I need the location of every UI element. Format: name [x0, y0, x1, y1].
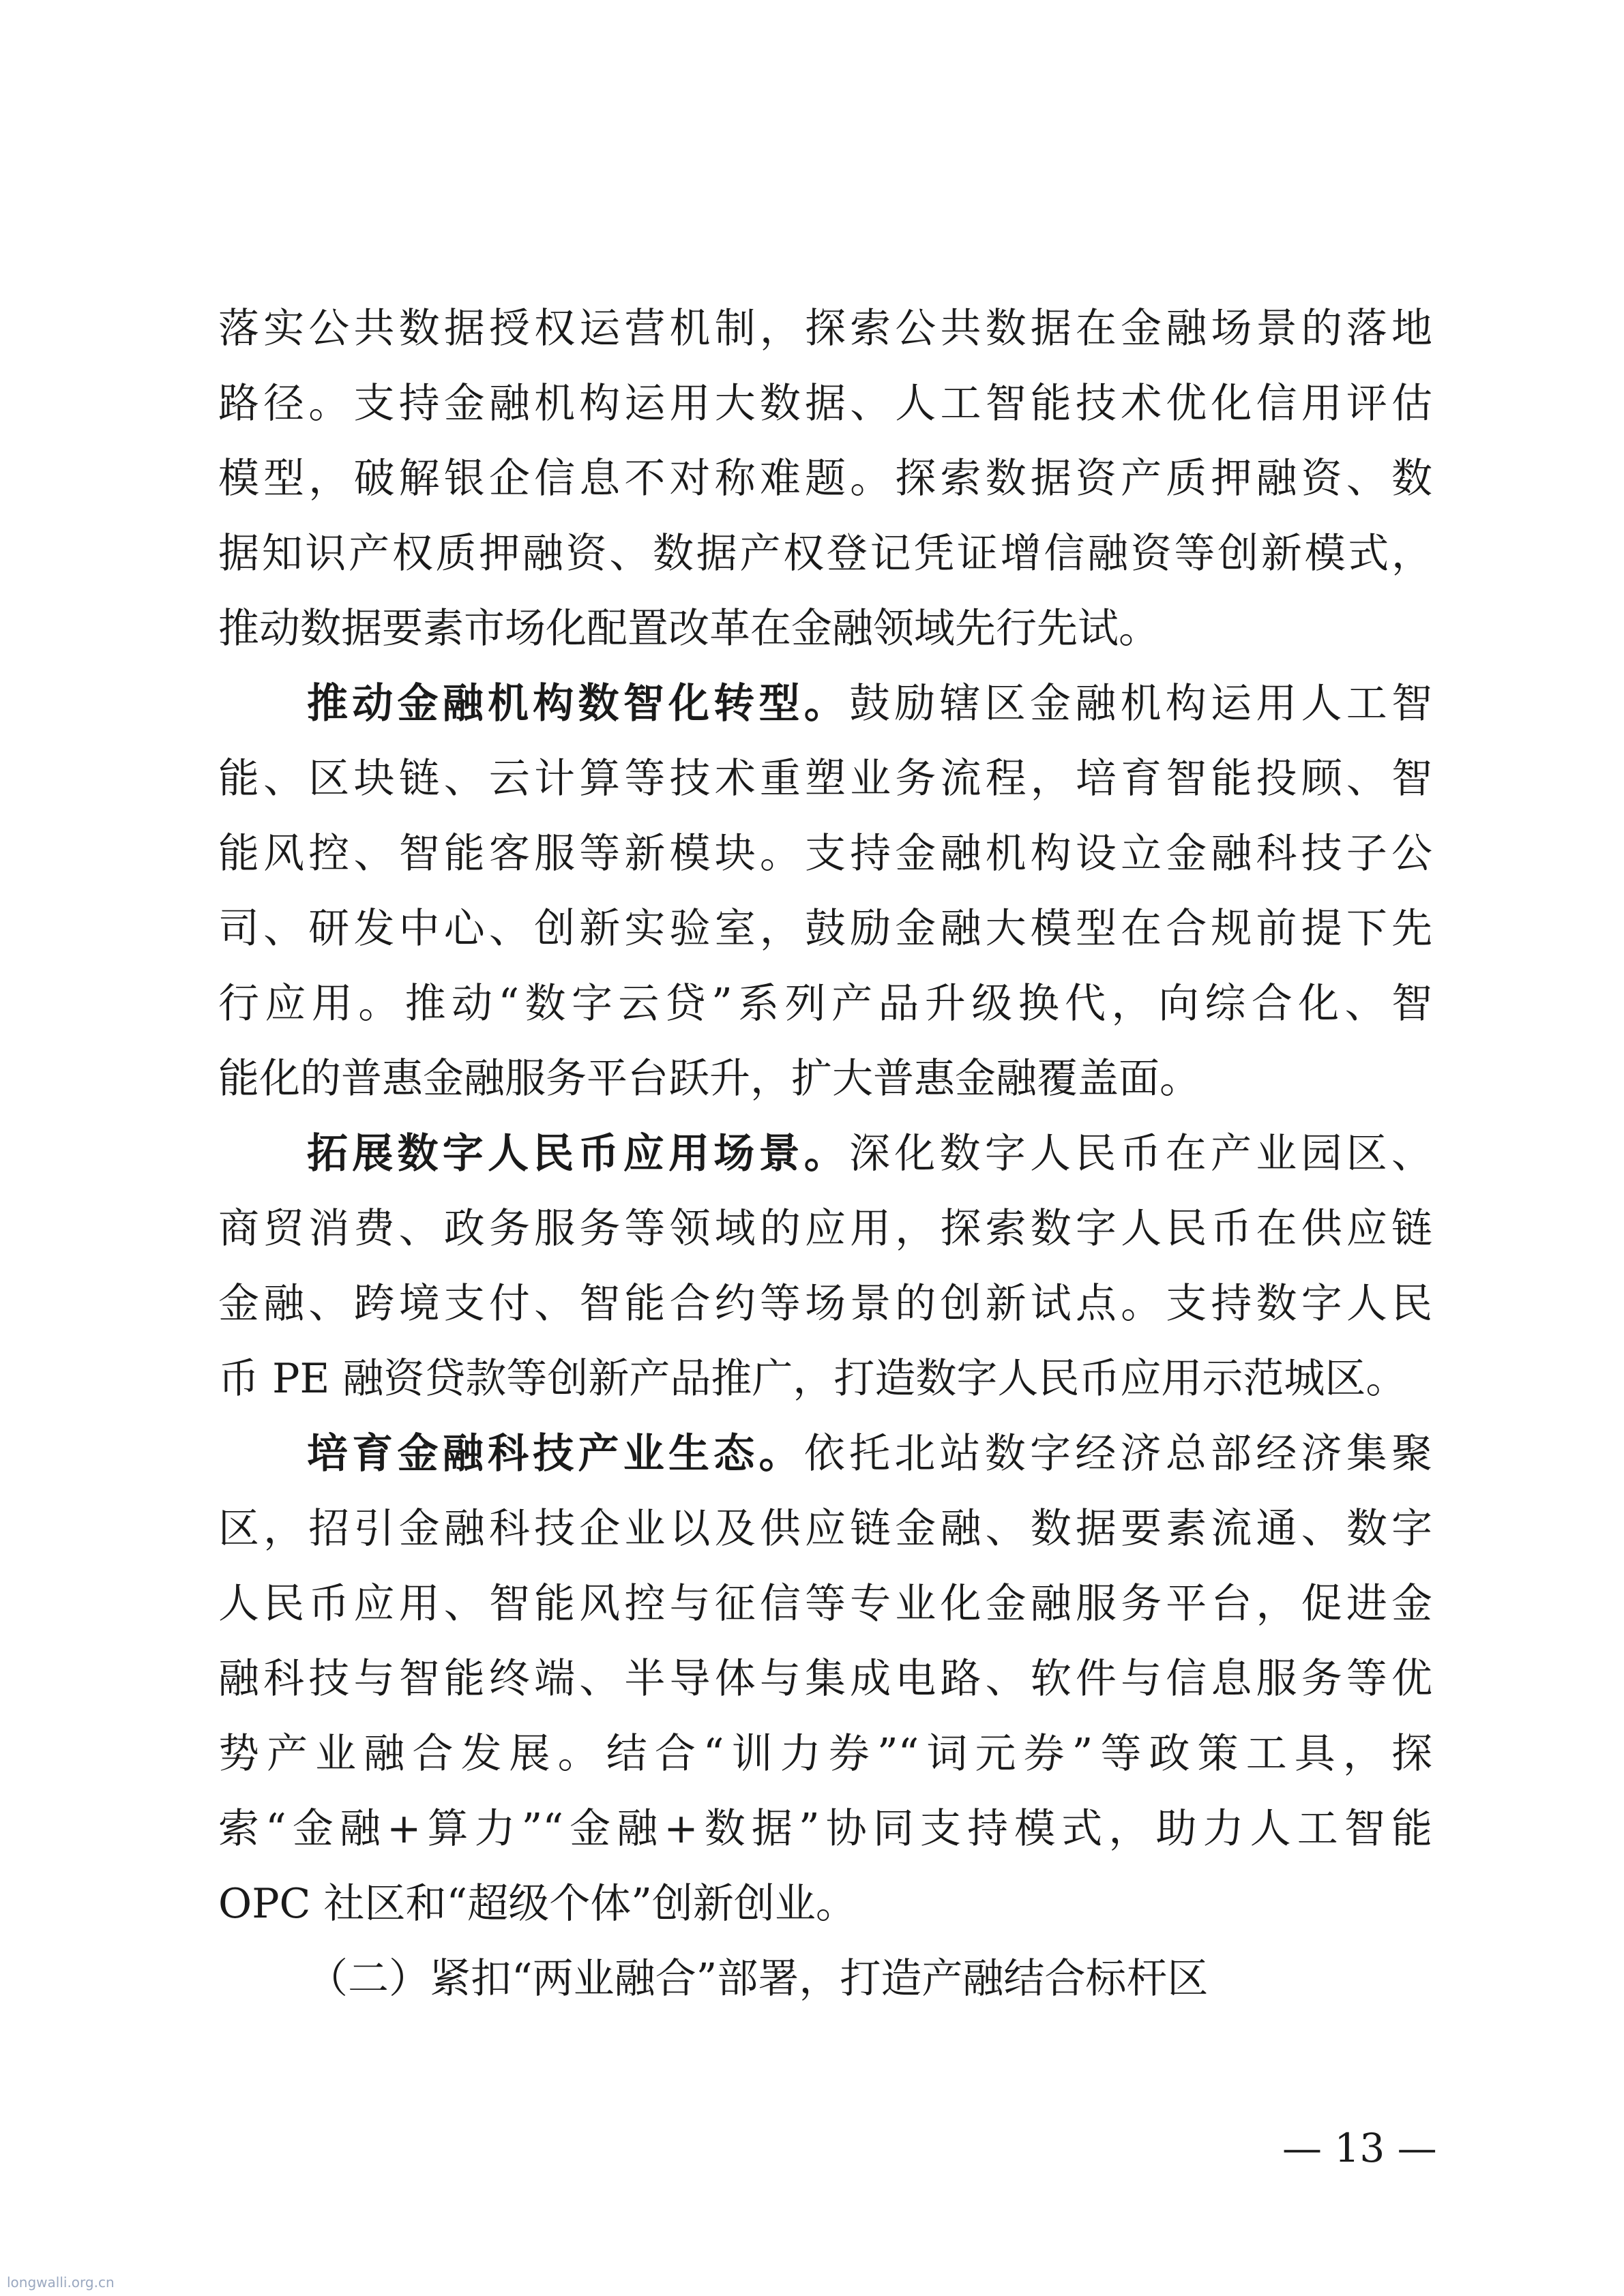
paragraph-first-line	[307, 670, 1432, 738]
paragraph-line: 能风控、智能客服等新模块。支持金融机构设立金融科技子公	[218, 830, 1432, 878]
page-number: — 13 —	[1282, 2125, 1437, 2171]
paragraph-line: 推动数据要素市场化配置改革在金融领域先行先试。	[218, 605, 1160, 653]
paragraph-line: 模型，破解银企信息不对称难题。探索数据资产质押融资、数	[218, 455, 1432, 503]
paragraph-lead-heading: 拓展数字人民币应用场景。	[307, 1130, 849, 1178]
paragraph-line: 区，招引金融科技企业以及供应链金融、数据要素流通、数字	[218, 1505, 1432, 1553]
paragraph-line: 行应用。推动“数字云贷”系列产品升级换代，向综合化、智	[218, 980, 1432, 1028]
paragraph-first-line	[307, 1120, 1432, 1188]
paragraph-line: 人民币应用、智能风控与征信等专业化金融服务平台，促进金	[218, 1580, 1432, 1628]
paragraph-line: 币 PE 融资贷款等创新产品推广，打造数字人民币应用示范城区。	[218, 1355, 1407, 1403]
paragraph-text: 鼓励辖区金融机构运用人工智	[849, 680, 1432, 728]
paragraph-line: 融科技与智能终端、半导体与集成电路、软件与信息服务等优	[218, 1655, 1432, 1703]
paragraph-line: 路径。支持金融机构运用大数据、人工智能技术优化信用评估	[218, 380, 1432, 428]
paragraph-line: 能化的普惠金融服务平台跃升，扩大普惠金融覆盖面。	[218, 1055, 1200, 1103]
paragraph-line: 索“金融+算力”“金融+数据”协同支持模式，助力人工智能	[218, 1805, 1432, 1853]
section-heading: （二）紧扣“两业融合”部署，打造产融结合标杆区	[307, 1955, 1209, 2003]
paragraph-line: 司、研发中心、创新实验室，鼓励金融大模型在合规前提下先	[218, 905, 1432, 953]
paragraph-line: 能、区块链、云计算等技术重塑业务流程，培育智能投顾、智	[218, 755, 1432, 803]
paragraph-lead-heading: 推动金融机构数智化转型。	[307, 680, 849, 728]
paragraph-lead-heading: 培育金融科技产业生态。	[307, 1430, 804, 1478]
paragraph-line: 势产业融合发展。结合“训力券”“词元券”等政策工具，探	[218, 1730, 1432, 1778]
paragraph-first-line	[307, 1420, 1432, 1488]
paragraph-line: OPC 社区和“超级个体”创新创业。	[218, 1880, 857, 1928]
paragraph-line: 据知识产权质押融资、数据产权登记凭证增信融资等创新模式，	[218, 530, 1432, 578]
watermark: longwalli.org.cn	[7, 2274, 115, 2291]
paragraph-line: 落实公共数据授权运营机制，探索公共数据在金融场景的落地	[218, 305, 1432, 353]
paragraph-text: 深化数字人民币在产业园区、	[849, 1130, 1432, 1178]
paragraph-line: 商贸消费、政务服务等领域的应用，探索数字人民币在供应链	[218, 1205, 1432, 1253]
paragraph-text: 依托北站数字经济总部经济集聚	[803, 1430, 1432, 1478]
paragraph-line: 金融、跨境支付、智能合约等场景的创新试点。支持数字人民	[218, 1280, 1432, 1328]
